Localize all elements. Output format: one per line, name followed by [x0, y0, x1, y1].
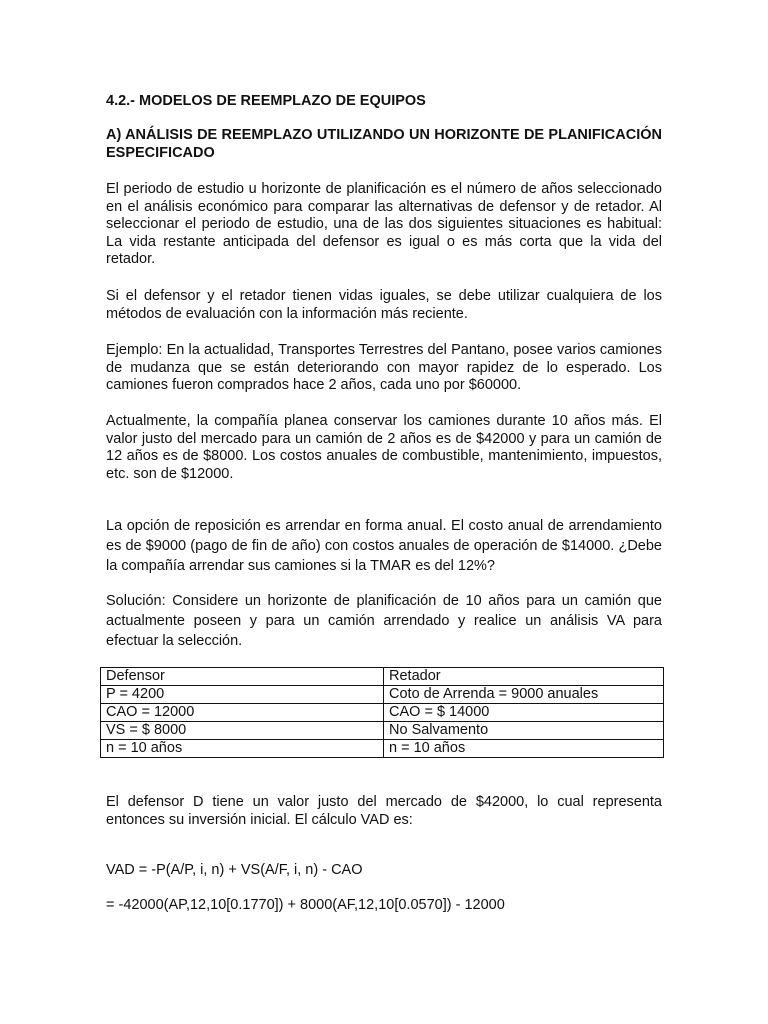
- paragraph-study-period: El periodo de estudio u horizonte de planificación es el número de años seleccionado en el análisis económico para comparar las alternativas de defensor y de retador. Al seleccionar el periodo de estudio, una de las dos siguientes situaciones es habitual: La vida restante anticipada del defensor es igual o es más corta que la vida del retador.: [106, 181, 662, 267]
- table-cell: VS = $ 8000: [101, 722, 384, 740]
- table-cell: P = 4200: [101, 686, 384, 704]
- table-cell: CAO = 12000: [101, 704, 384, 722]
- subsection-title: A) ANÁLISIS DE REEMPLAZO UTILIZANDO UN HORIZONTE DE PLANIFICACIÓN ESPECIFICADO: [106, 127, 662, 161]
- paragraph-equal-lives: Si el defensor y el retador tienen vidas iguales, se debe utilizar cualquiera de los métodos de evaluación con la información más reciente.: [106, 288, 662, 322]
- paragraph-defender-investment: El defensor D tiene un valor justo del mercado de $42000, lo cual representa entonces su inversión inicial. El cálculo VAD es:: [106, 794, 662, 828]
- table-row: [101, 722, 664, 740]
- table-header-retador: Retador: [384, 668, 664, 686]
- table-row: [101, 740, 664, 758]
- paragraph-example: Ejemplo: En la actualidad, Transportes Terrestres del Pantano, posee varios camiones de mudanza que se están deteriorando con mayor rapidez de lo esperado. Los camiones fueron comprados hace 2 años, cada uno por $60000.: [106, 342, 662, 393]
- table-header-row: [101, 668, 664, 686]
- table-cell: n = 10 años: [384, 740, 664, 758]
- paragraph-lease-option: La opción de reposición es arrendar en forma anual. El costo anual de arrendamiento es de $9000 (pago de fin de año) con costos anuales de operación de $14000. ¿Debe la compañía arrendar sus camiones si la TMAR es del 12%?: [106, 518, 662, 574]
- table-row: [101, 704, 664, 722]
- comparison-table: [100, 667, 664, 758]
- section-title: 4.2.- MODELOS DE REEMPLAZO DE EQUIPOS: [106, 93, 426, 109]
- table-cell: CAO = $ 14000: [384, 704, 664, 722]
- formula-vad: VAD = -P(A/P, i, n) + VS(A/F, i, n) - CAO: [106, 861, 363, 878]
- formula-vad-values: = -42000(AP,12,10[0.1770]) + 8000(AF,12,10[0.0570]) - 12000: [106, 896, 505, 913]
- table-cell: No Salvamento: [384, 722, 664, 740]
- table-cell: Coto de Arrenda = 9000 anuales: [384, 686, 664, 704]
- paragraph-solution: Solución: Considere un horizonte de planificación de 10 años para un camión que actualmente poseen y para un camión arrendado y realice un análisis VA para efectuar la selección.: [106, 593, 662, 649]
- table-cell: n = 10 años: [101, 740, 384, 758]
- table-row: [101, 686, 664, 704]
- paragraph-current-plan: Actualmente, la compañía planea conservar los camiones durante 10 años más. El valor justo del mercado para un camión de 2 años es de $42000 y para un camión de 12 años es de $8000. Los costos anuales de combustible, mantenimiento, impuestos, etc. son de $12000.: [106, 413, 662, 482]
- table-header-defensor: Defensor: [101, 668, 384, 686]
